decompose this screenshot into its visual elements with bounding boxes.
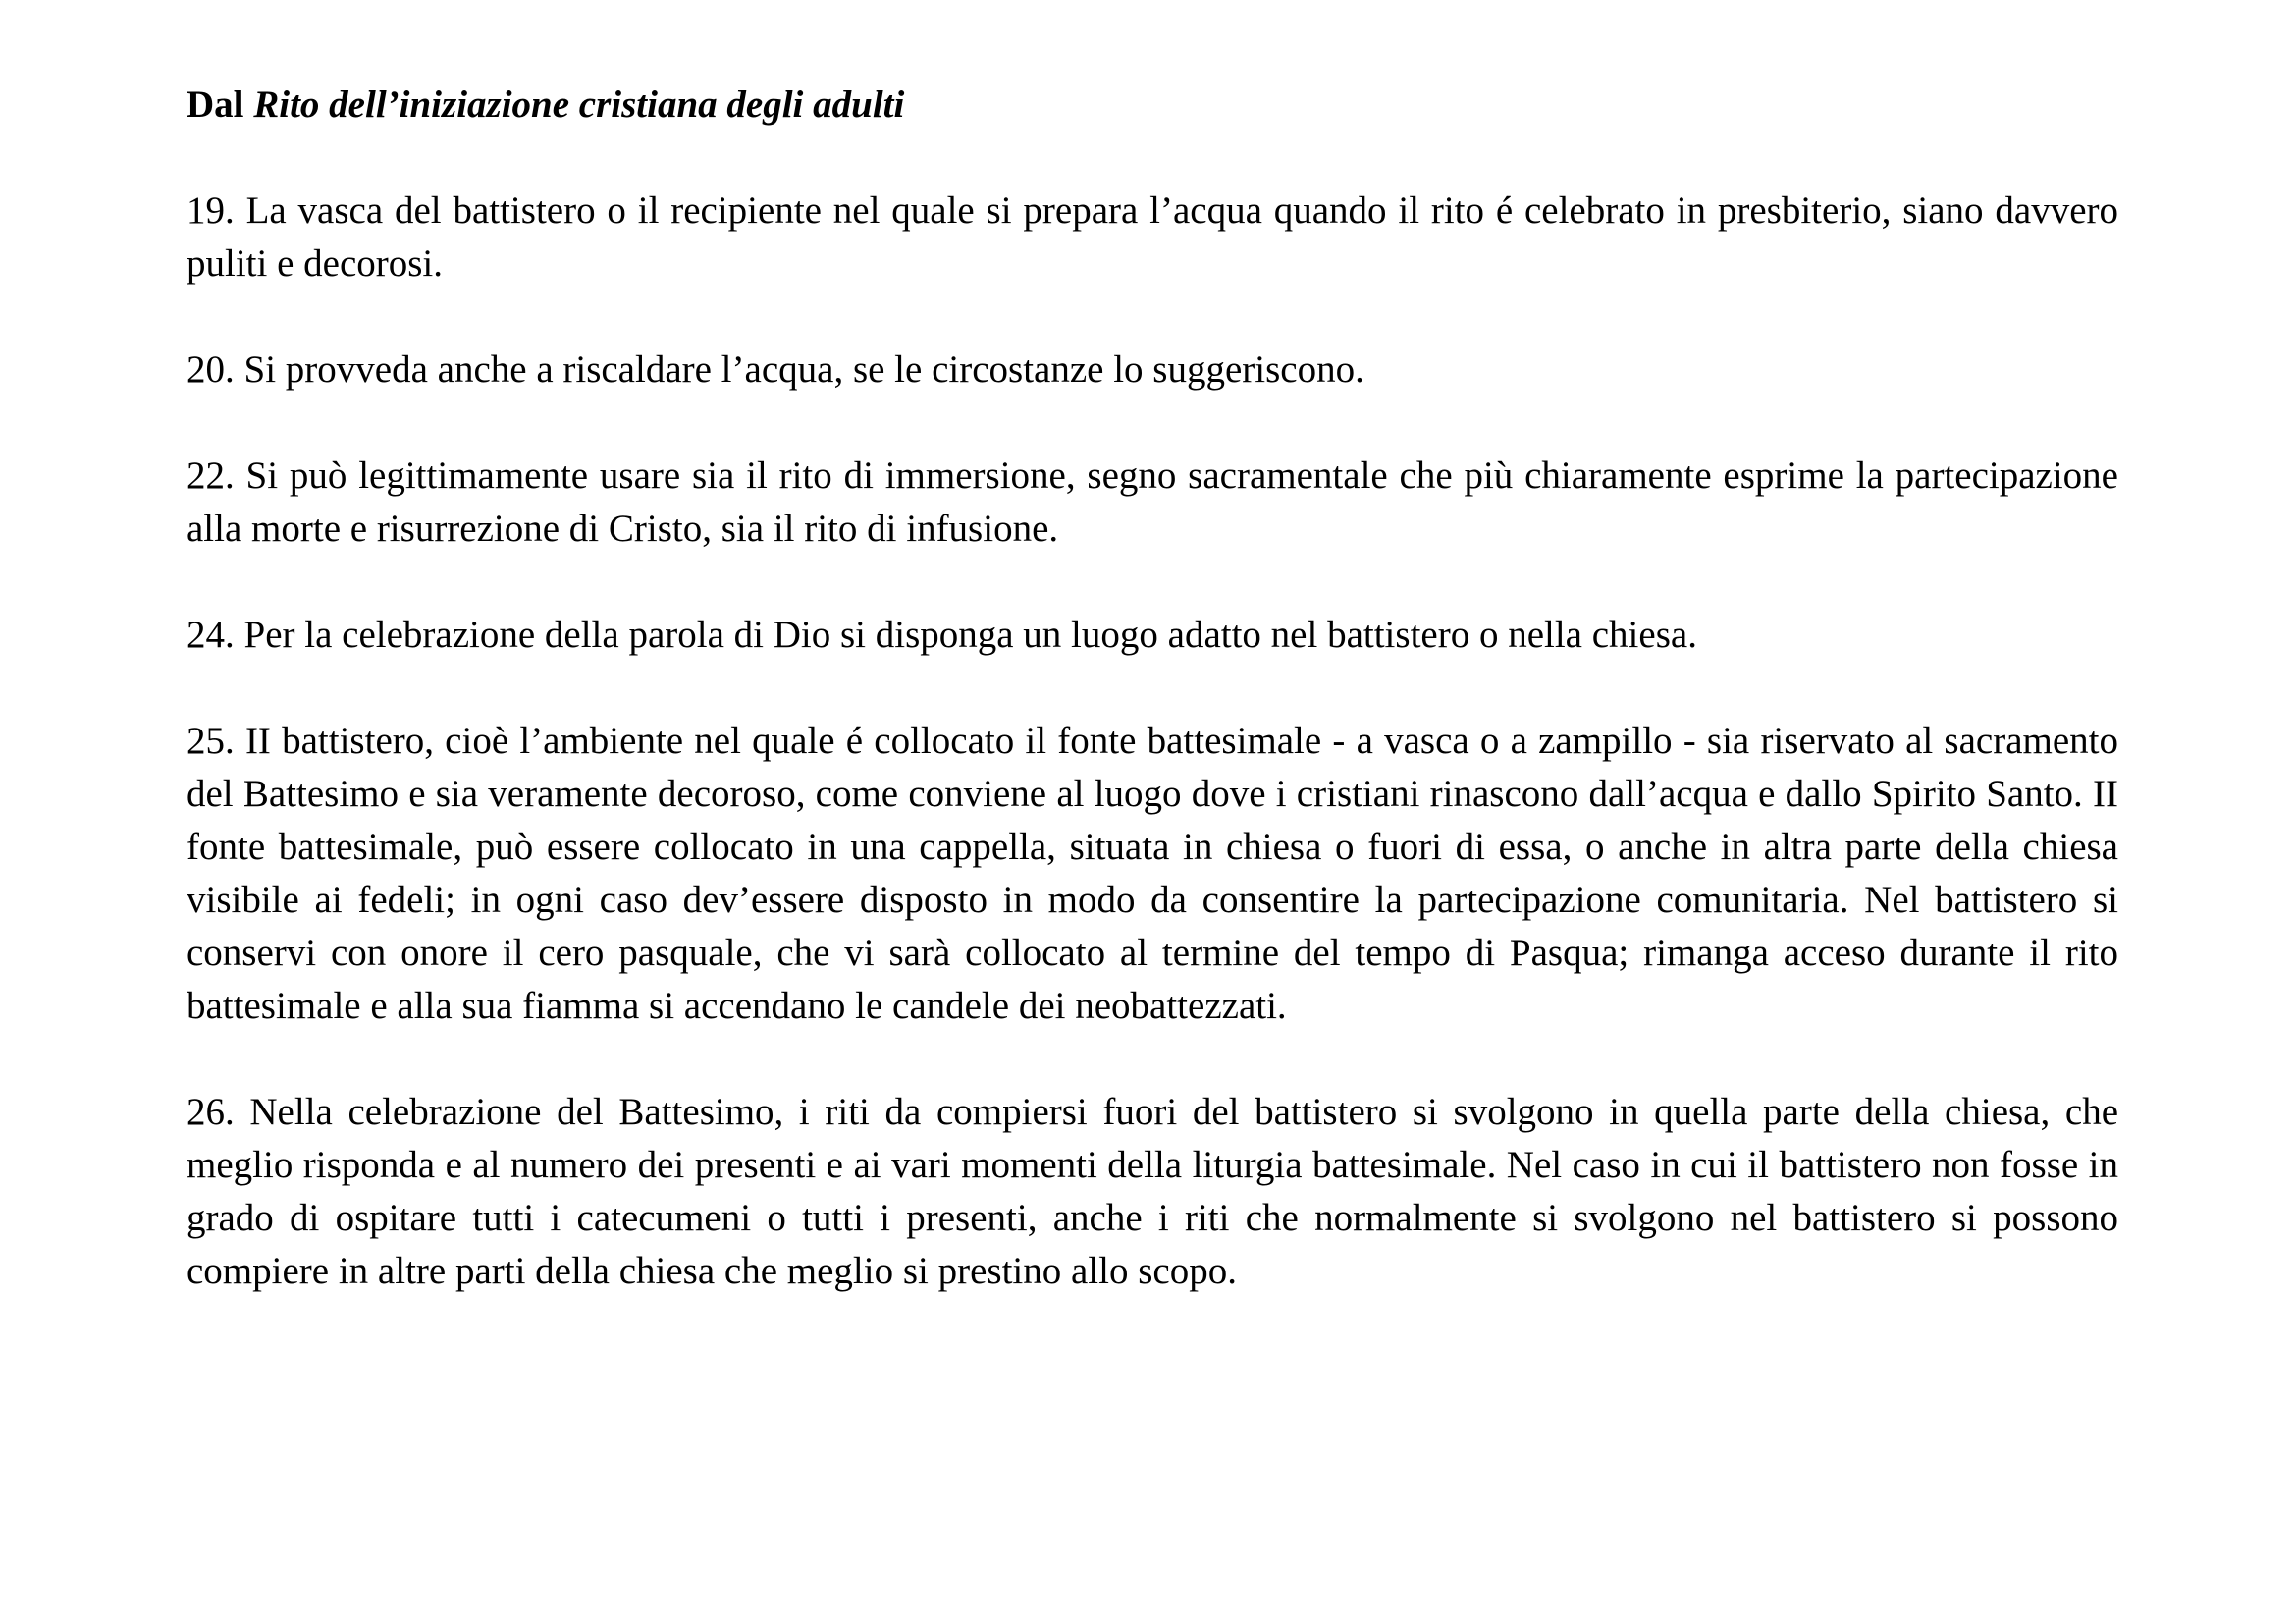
paragraph-19: 19. La vasca del battistero o il recipiente nel quale si prepara l’acqua quando il rito é celebrato in presbiterio, siano davvero puliti e decorosi. — [187, 189, 2118, 285]
document-heading — [187, 79, 2118, 132]
heading-title: Rito dell’iniziazione cristiana degli adulti — [253, 83, 905, 126]
heading-prefix: Dal — [187, 83, 254, 126]
paragraph-24: 24. Per la celebrazione della parola di Dio si disponga un luogo adatto nel battistero o nella chiesa. — [187, 614, 1697, 656]
paragraph-25: 25. II battistero, cioè l’ambiente nel quale é collocato il fonte battesimale - a vasca o a zampillo - sia riservato al sacramento del Battesimo e sia veramente decoroso, come conviene al luogo dove i cristiani rinascono dall’acqua e dallo Spirito Santo. II fonte battesimale, può essere collocato in una cappella, situata in chiesa o fuori di essa, o anche in altra parte della chiesa visibile ai fedeli; in ogni caso dev’essere disposto in modo da consentire la partecipazione comunitaria. Nel battistero si conservi con onore il cero pasquale, che vi sarà collocato al termine del tempo di Pasqua; rimanga acceso durante il rito battesimale e alla sua fiamma si accendano le candele dei neobattezzati. — [187, 720, 2118, 1027]
document-page — [187, 79, 2118, 1351]
paragraph-20: 20. Si provveda anche a riscaldare l’acqua, se le circostanze lo suggeriscono. — [187, 349, 1364, 391]
paragraph-22: 22. Si può legittimamente usare sia il rito di immersione, segno sacramentale che più chiaramente esprime la partecipazione alla morte e risurrezione di Cristo, sia il rito di infusione. — [187, 455, 2118, 550]
paragraph-26: 26. Nella celebrazione del Battesimo, i riti da compiersi fuori del battistero si svolgono in quella parte della chiesa, che meglio risponda e al numero dei presenti e ai vari momenti della liturgia battesimale. Nel caso in cui il battistero non fosse in grado di ospitare tutti i catecumeni o tutti i presenti, anche i riti che normalmente si svolgono nel battistero si possono compiere in altre parti della chiesa che meglio si prestino allo scopo. — [187, 1091, 2118, 1292]
